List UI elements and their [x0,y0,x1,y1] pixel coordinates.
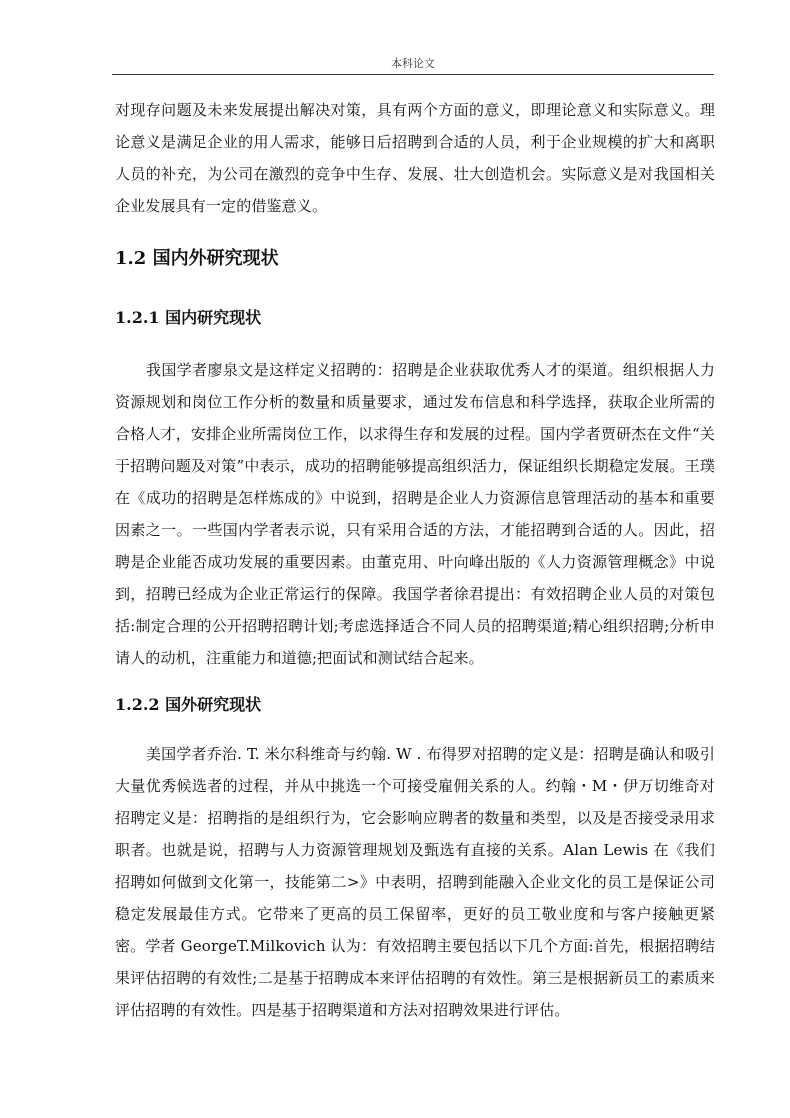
section-heading-1-2-1: 1.2.1 国内研究现状 [115,308,262,327]
intro-paragraph: 对现存问题及未来发展提出解决对策，具有两个方面的意义，即理论意义和实际意义。理论意义是满足企业的用人需求，能够日后招聘到合适的人员，利于企业规模的扩大和离职人员的补充，为公司在激烈的竞争中生存、发展、壮大创造机会。实际意义是对我国相关企业发展具有一定的借鉴意义。 [115,101,715,215]
section-heading-1-2-2: 1.2.2 国外研究现状 [115,695,262,714]
header-title: 本科论文 [391,57,435,70]
section-heading-1-2: 1.2 国内外研究现状 [115,248,279,269]
page-header [112,52,714,75]
foreign-research-paragraph: 美国学者乔治. T. 米尔科维奇与约翰. W . 布得罗对招聘的定义是：招聘是确认和吸引大量优秀候选者的过程，并从中挑选一个可接受雇佣关系的人。约翰・M・伊万切维奇对招聘定义是：招聘指的是组织行为，它会影响应聘者的数量和类型，以及是否接受录用求职者。也就是说，招聘与人力资源管理规划及甄选有直接的关系。Alan Lewis 在《我们招聘如何做到文化第一，技能第二>》中表明，招聘到能融入企业文化的员工是保证公司稳定发展最佳方式。它带来了更高的员工保留率，更好的员工敬业度和与客户接触更紧密。学者 GeorgeT.Milkovich 认为：有效招聘主要包括以下几个方面:首先，根据招聘结果评估招聘的有效性;二是基于招聘成本来评估招聘的有效性。第三是根据新员工的素质来评估招聘的有效性。四是基于招聘渠道和方法对招聘效果进行评估。 [115,745,715,1019]
domestic-research-paragraph: 我国学者廖泉文是这样定义招聘的：招聘是企业获取优秀人才的渠道。组织根据人力资源规划和岗位工作分析的数量和质量要求，通过发布信息和科学选择，获取企业所需的合格人才，安排企业所需岗位工作，以求得生存和发展的过程。国内学者贾研杰在文件“关于招聘问题及对策”中表示，成功的招聘能够提高组织活力，保证组织长期稳定发展。王璞在《成功的招聘是怎样炼成的》中说到，招聘是企业人力资源信息管理活动的基本和重要因素之一。一些国内学者表示说，只有采用合适的方法，才能招聘到合适的人。因此，招聘是企业能否成功发展的重要因素。由董克用、叶向峰出版的《人力资源管理概念》中说到，招聘已经成为企业正常运行的保障。我国学者徐君提出：有效招聘企业人员的对策包括:制定合理的公开招聘招聘计划;考虑选择适合不同人员的招聘渠道;精心组织招聘;分析申请人的动机，注重能力和道德;把面试和测试结合起来。 [115,361,715,667]
